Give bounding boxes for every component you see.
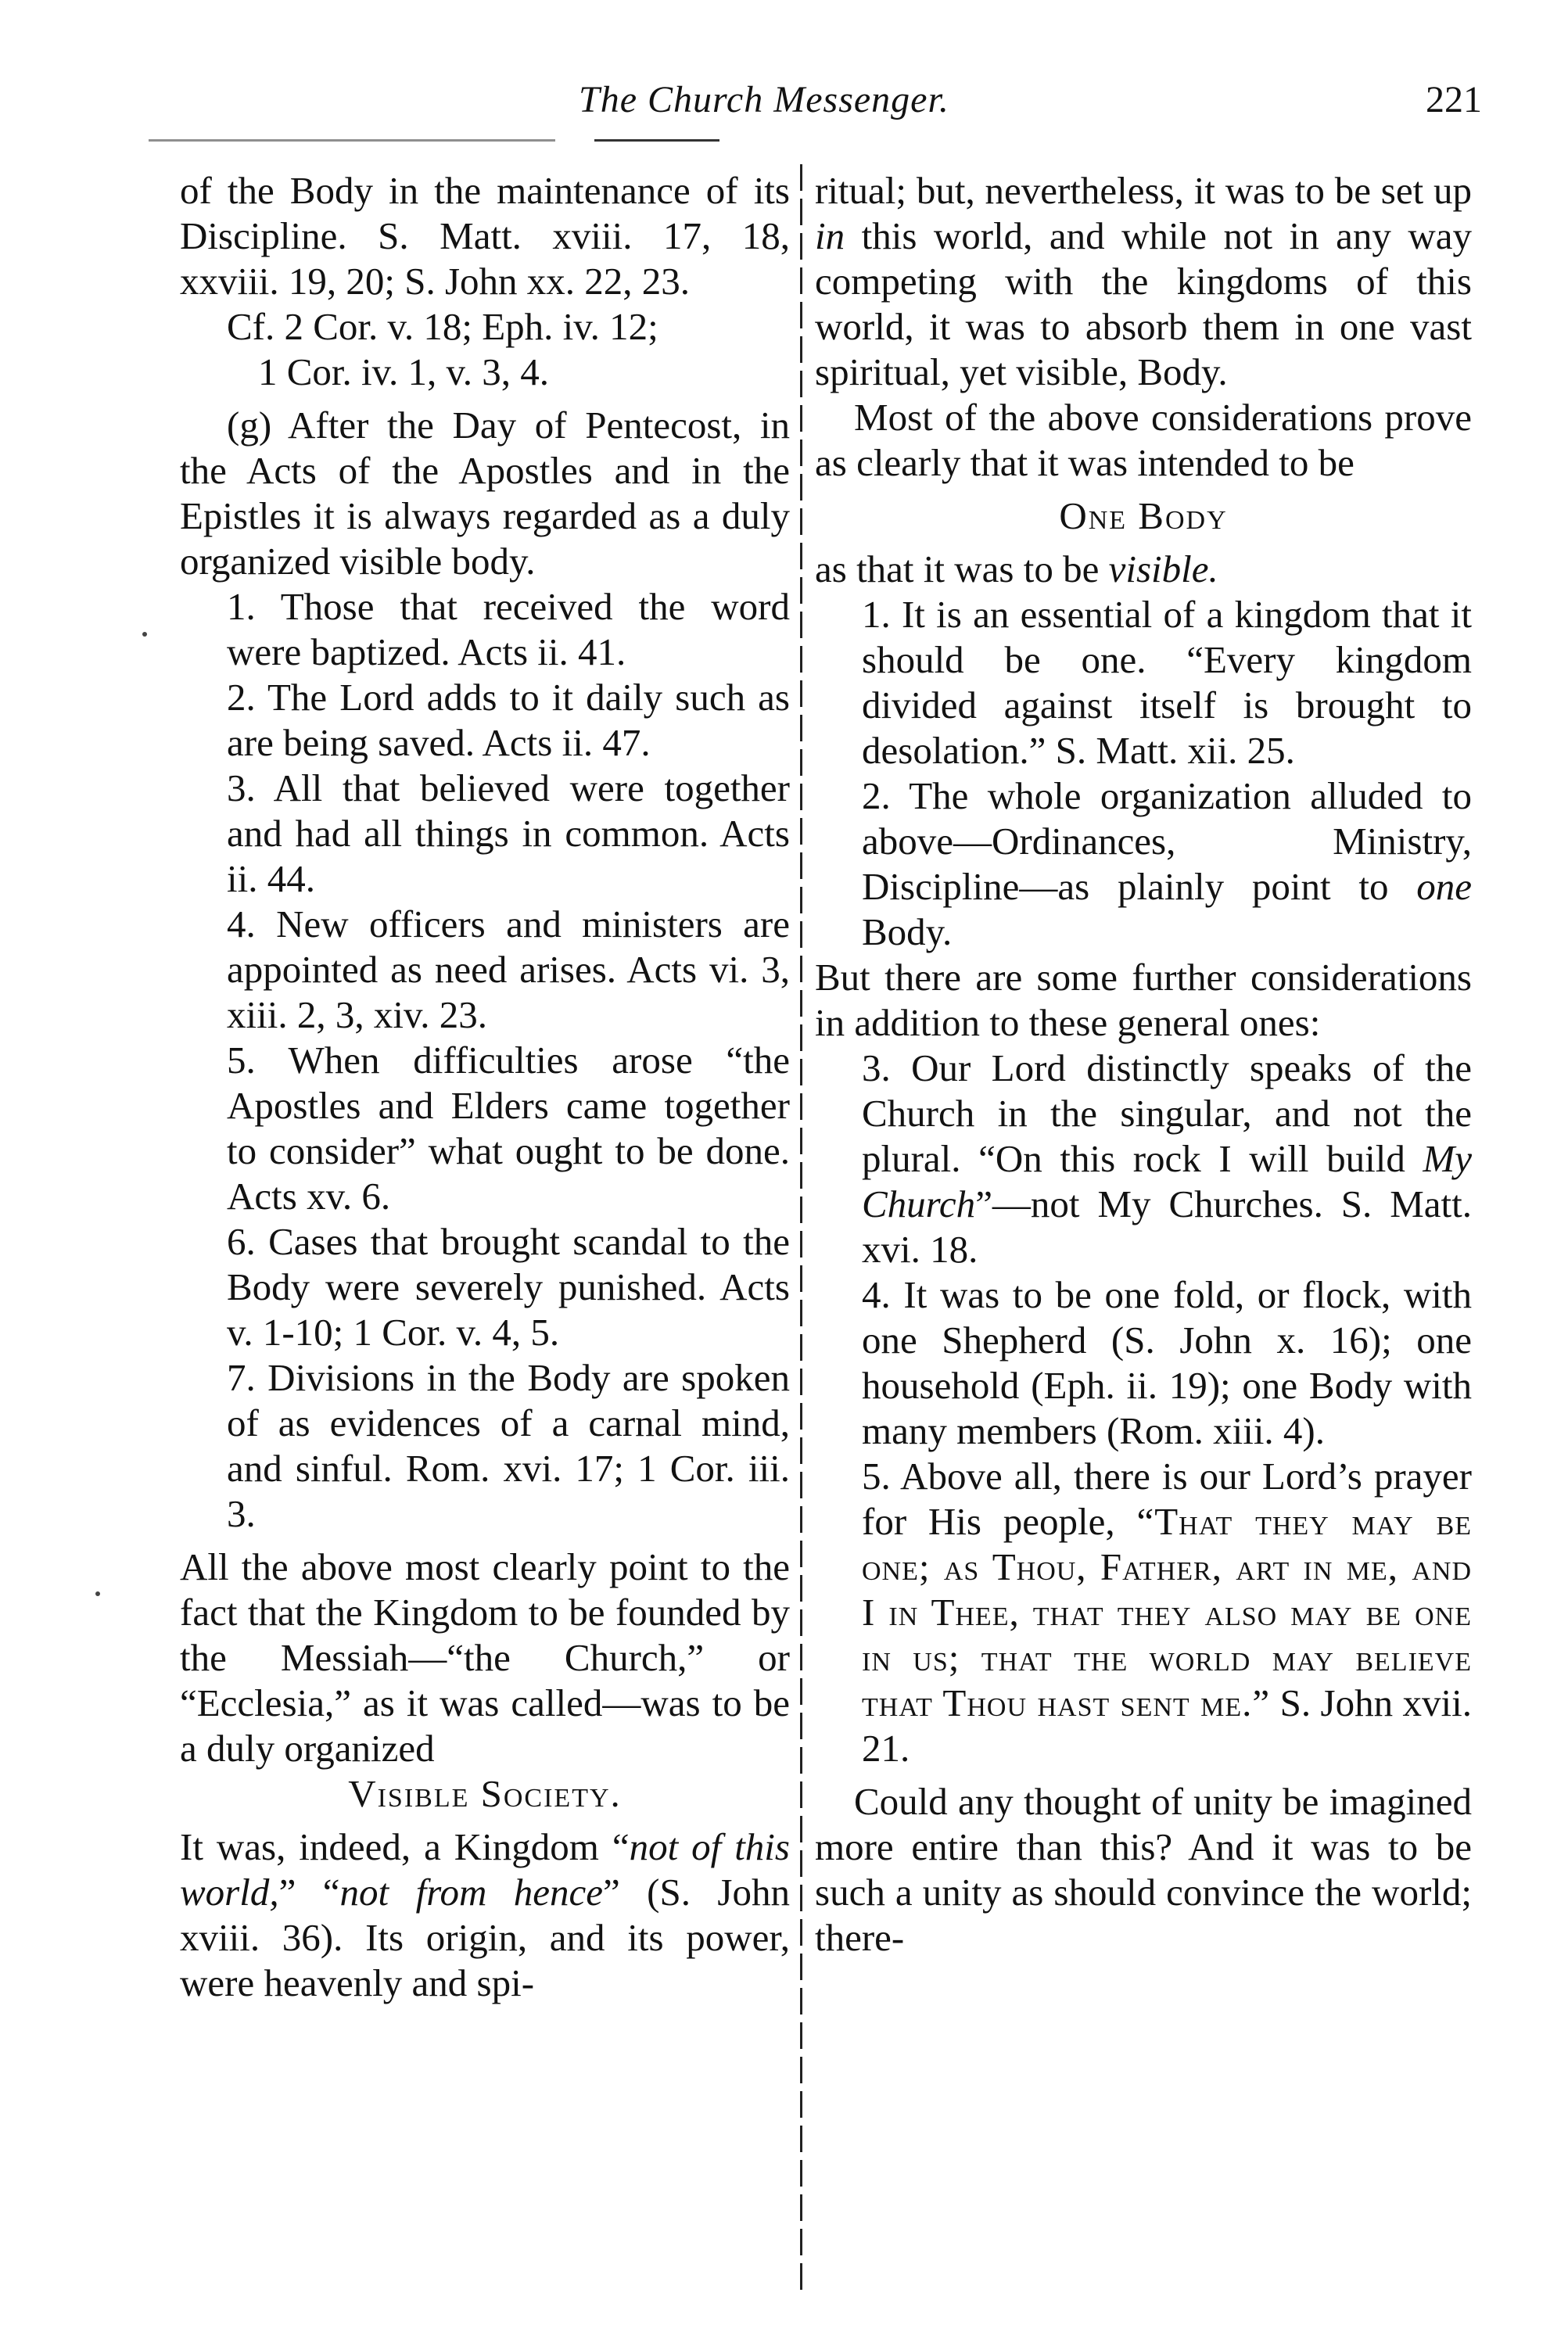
paragraph-continuation: ritual; but, nevertheless, it was to be set up in this world, and while not in any way competing with the kingdoms of this world, it was to absorb them in one vast spiritual, yet visible, Body.: [815, 169, 1472, 393]
list-item: 2. The whole organization alluded to above—Ordinances, Ministry, Discipline—as plainly point to one Body.: [862, 774, 1472, 953]
heading-visible-society: Visible Society.: [348, 1772, 622, 1815]
lords-prayer-quote: “That they may be one; as Thou, Father, art in me, and I in Thee, that they also may be one in us; that the world may believe that Thou hast sent me.”: [862, 1500, 1472, 1724]
list-item: 2. The Lord adds to it daily such as are being saved. Acts ii. 47.: [227, 676, 790, 764]
paragraph-visible: as that it was to be visible.: [815, 547, 1218, 590]
page-number: 221: [1426, 79, 1482, 120]
paragraph-intro: of the Body in the maintenance of its Discipline. S. Matt. xviii. 17, 18, xxviii. 19, 20; S. John xx. 22, 23.: [180, 169, 790, 303]
list-item: 1. Those that received the word were baptized. Acts ii. 41.: [227, 585, 790, 673]
header-rule-left: [149, 139, 555, 142]
list-item: 3. Our Lord distinctly speaks of the Church in the singular, and not the plural. “On this rock I will build My Church”—not My Churches. S. Matt. xvi. 18.: [862, 1046, 1472, 1271]
header-rule-right: [594, 139, 719, 142]
list-item: 5. When difficulties arose “the Apostles and Elders came together to consider” what ought to be done. Acts xv. 6.: [227, 1039, 790, 1218]
list-item: 3. All that believed were together and had all things in common. Acts ii. 44.: [227, 766, 790, 900]
list-item: 7. Divisions in the Body are spoken of as evidences of a carnal mind, and sinful. Rom. xvi. 17; 1 Cor. iii. 3.: [227, 1356, 790, 1535]
list-item: 4. New officers and ministers are appointed as need arises. Acts vi. 3, xiii. 2, 3, xiv. 23.: [227, 902, 790, 1036]
left-column: [180, 168, 790, 2006]
list-acts: [180, 584, 790, 1537]
paragraph-further: But there are some further considerations in addition to these general ones:: [815, 956, 1472, 1044]
cf-line-2: 1 Cor. iv. 1, v. 3, 4.: [258, 350, 550, 393]
list-item: 6. Cases that brought scandal to the Body were severely punished. Acts v. 1-10; 1 Cor. v. 4, 5.: [227, 1220, 790, 1354]
heading-one-body: One Body: [1059, 494, 1228, 537]
ink-speck: [95, 1591, 100, 1596]
list-item: 1. It is an essential of a kingdom that it should be one. “Every kingdom divided against itself is brought to desolation.” S. Matt. xii. 25.: [862, 593, 1472, 772]
running-title: The Church Messenger.: [579, 79, 949, 120]
list-item: 4. It was to be one fold, or flock, with one Shepherd (S. John x. 16); one household (Eph. ii. 19); one Body with many members (Rom. xiii. 4).: [862, 1273, 1472, 1452]
cf-line-1: Cf. 2 Cor. v. 18; Eph. iv. 12;: [227, 305, 658, 348]
right-column: [815, 168, 1472, 1961]
paragraph-considerations: Most of the above considerations prove as clearly that it was intended to be: [815, 396, 1472, 484]
paragraph-unity: Could any thought of unity be imagined more entire than this? And it was to be such a unity as should convince the world; there-: [815, 1780, 1472, 1959]
list-item: 5. Above all, there is our Lord’s prayer for His people, “That they may be one; as Thou, Father, art in me, and I in Thee, that they also may be one in us; that the world may believe that Thou hast sent me.” S. John xvii. 21.: [862, 1455, 1472, 1770]
column-divider: [800, 164, 802, 2291]
ink-speck: [142, 632, 147, 637]
paragraph-g: (g) After the Day of Pentecost, in the Acts of the Apostles and in the Epistles it is always regarded as a duly organized visible body.: [180, 404, 790, 583]
paragraph-kingdom: It was, indeed, a Kingdom “not of this world,” “not from hence” (S. John xviii. 36). Its origin, and its power, were heavenly and spi-: [180, 1825, 790, 2004]
page-header: [0, 78, 1568, 141]
paragraph-summary: All the above most clearly point to the fact that the Kingdom to be founded by the Messiah—“the Church,” or “Ecclesia,” as it was called—was to be a duly organized: [180, 1545, 790, 1770]
